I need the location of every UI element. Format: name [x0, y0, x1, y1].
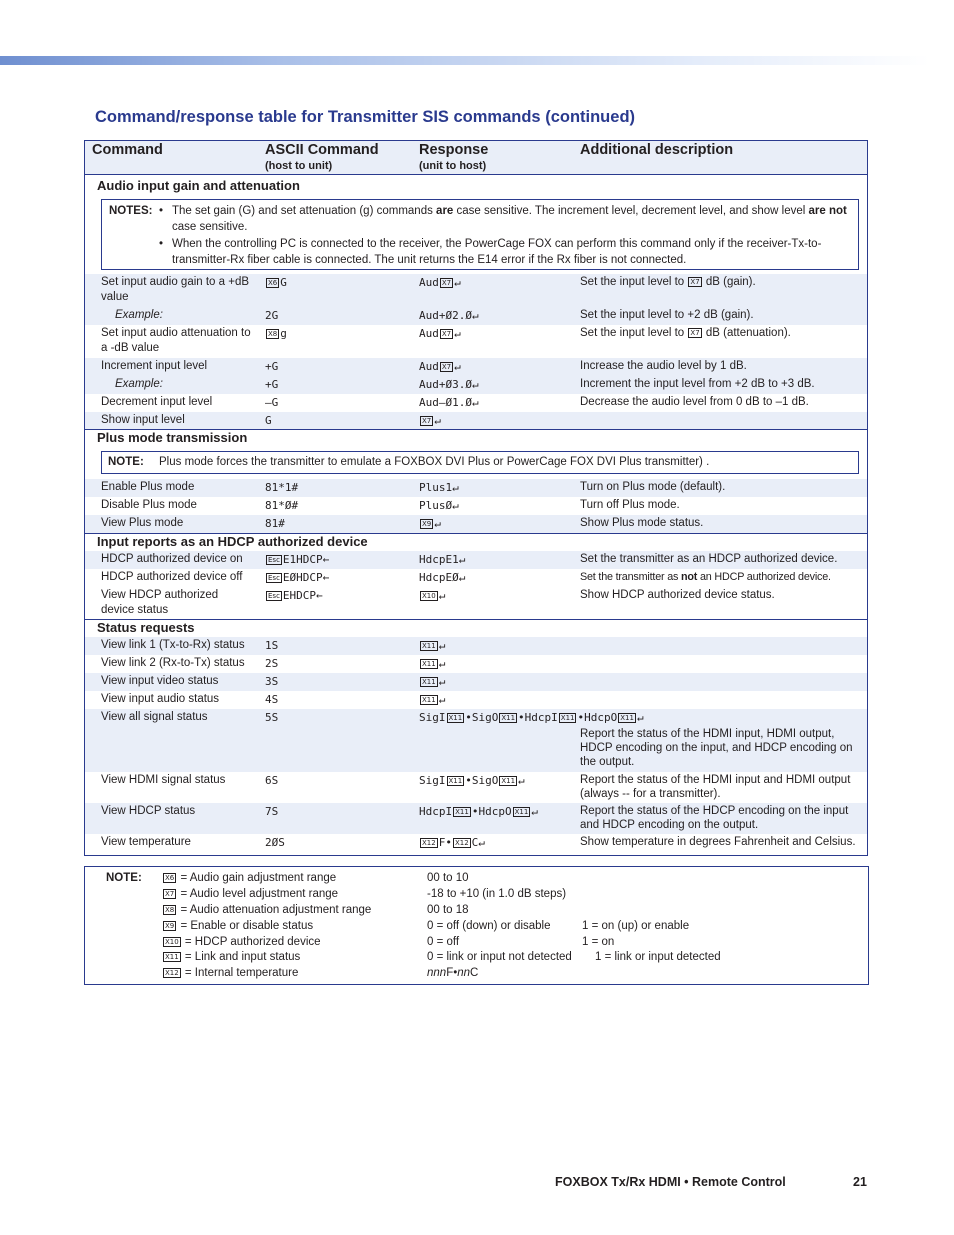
col-ascii: ASCII Command [265, 142, 379, 158]
left-arrow-icon: ← [322, 571, 330, 584]
section-heading-hdcp: Input reports as an HDCP authorized device [97, 534, 368, 549]
table-row: View all signal status 5S SigI X11 •SigO X11 •HdcpI X11 •HdcpO X11 ↵ Report the status of the HDMI input, HDMI output, HDCP encoding on the input, and HDCP encoding on the output. [85, 709, 867, 772]
enter-icon: ↵ [438, 589, 446, 602]
x11-variable-icon: X11 [422, 696, 436, 704]
x7-variable-icon: X7 [441, 330, 452, 338]
list-item: X12 = Internal temperature [165, 967, 299, 979]
x7-variable-icon: X7 [441, 363, 452, 371]
esc-key-icon: Esc [268, 556, 280, 564]
esc-key-icon: Esc [268, 592, 280, 600]
x10-variable-icon: X10 [165, 938, 179, 946]
left-arrow-icon: ← [322, 553, 330, 566]
enter-icon: ↵ [434, 517, 441, 530]
x11-variable-icon: X11 [455, 808, 469, 816]
top-gradient-bar [0, 56, 930, 65]
x11-variable-icon: X11 [165, 953, 179, 961]
bullet-1: • [159, 205, 164, 217]
x12-variable-icon: X12 [165, 969, 179, 977]
x7-variable-icon: X7 [165, 890, 175, 898]
table-row: HDCP authorized device on Esc E1HDCP← HdcpE1↵ Set the transmitter as an HDCP authorized device. [85, 551, 867, 569]
x9-variable-icon: X9 [422, 520, 432, 528]
page-number: 21 [853, 1175, 867, 1189]
list-item: X6 = Audio gain adjustment range [165, 872, 337, 884]
x6-variable-icon: X6 [165, 874, 175, 882]
table-row: Example: +G Aud+Ø3.Ø↵ Increment the input level from +2 dB to +3 dB. [85, 376, 867, 394]
x11-variable-icon: X11 [501, 777, 516, 785]
note-1: The set gain (G) and set attenuation (g) commands are case sensitive. The increment level, decrement level, and show level are not case sensitive. [172, 205, 847, 233]
col-description: Additional description [580, 142, 734, 158]
enter-icon: ↵ [452, 481, 459, 494]
enter-icon: ↵ [454, 276, 461, 289]
x11-variable-icon: X11 [422, 678, 436, 686]
table-row: View HDMI signal status 6S SigI X11 •SigO X11 ↵ Report the status of the HDMI input and HDMI output (always -- for a transmitter). [101, 774, 851, 800]
list-item: X11 = Link and input status [165, 951, 301, 963]
enter-icon: ↵ [434, 414, 441, 427]
table-row: Set input audio attenuation to a -dB value X8 g Aud X7 ↵ Set the input level to X7 dB (attenuation). [101, 327, 791, 354]
table-row: View input video status 3S X11 ↵ [85, 673, 867, 691]
x11-variable-icon: X11 [620, 714, 634, 722]
enter-icon: ↵ [438, 675, 446, 688]
enter-icon: ↵ [471, 396, 479, 409]
table-row: View temperature 2ØS X12 F• X12 C↵ Show temperature in degrees Fahrenheit and Celsius. [101, 836, 856, 849]
table-row: Example: 2G Aud+Ø2.Ø↵ Set the input level to +2 dB (gain). [85, 307, 867, 325]
table-row: Decrement input level –G Aud–Ø1.Ø↵ Decrease the audio level from 0 dB to –1 dB. [101, 396, 809, 409]
x6-variable-icon: X6 [268, 279, 278, 287]
audio-notes-box [101, 199, 859, 270]
table-row: Enable Plus mode 81*1# Plus1↵ Turn on Plus mode (default). [85, 479, 867, 497]
table-row: View link 2 (Rx-to-Tx) status 2S X11 ↵ [101, 657, 446, 670]
enter-icon: ↵ [438, 657, 446, 670]
command-table [84, 140, 868, 856]
list-item: X10 = HDCP authorized device [165, 936, 321, 948]
x11-variable-icon: X11 [422, 642, 436, 650]
section-heading-status: Status requests [97, 620, 195, 635]
section-heading-plus: Plus mode transmission [97, 430, 248, 445]
x9-variable-icon: X9 [165, 922, 175, 930]
esc-key-icon: Esc [268, 574, 280, 582]
section-heading-audio: Audio input gain and attenuation [97, 178, 300, 193]
x11-variable-icon: X11 [448, 714, 463, 722]
x7-variable-icon: X7 [690, 329, 700, 337]
note-2: When the controlling PC is connected to the receiver, the PowerCage FOX can perform this command only if the receiver-Tx-to-transmitter-Rx fiber cable is connected. The unit returns the E14 error if the Rx fiber is not connected. [172, 238, 822, 266]
table-row: Show input level G X7 ↵ [85, 412, 867, 430]
x11-variable-icon: X11 [560, 714, 575, 722]
left-arrow-icon: ← [316, 589, 323, 602]
table-row: View input audio status 4S X11 ↵ [101, 693, 446, 706]
page-title: Command/response table for Transmitter SIS commands (continued) [95, 108, 636, 126]
col-response-sub: (unit to host) [419, 160, 487, 172]
enter-icon: ↵ [636, 711, 644, 724]
col-command: Command [92, 142, 163, 158]
x7-variable-icon: X7 [441, 279, 452, 287]
x7-variable-icon: X7 [422, 417, 432, 425]
enter-icon: ↵ [438, 639, 446, 652]
table-row: Set input audio gain to a +dB value X6 G Aud X7 ↵ Set the input level to X7 dB (gain). [85, 274, 867, 307]
x12-variable-icon: X12 [422, 839, 436, 847]
table-row: View link 1 (Tx-to-Rx) status 1S X11 ↵ [85, 637, 867, 655]
table-row: View Plus mode 81# X9 ↵ Show Plus mode status. [85, 515, 867, 533]
x8-variable-icon: X8 [165, 906, 175, 914]
enter-icon: ↵ [458, 571, 466, 584]
enter-icon: ↵ [454, 360, 461, 373]
col-response: Response [419, 142, 489, 158]
enter-icon: ↵ [454, 327, 461, 340]
table-row: Disable Plus mode 81*Ø# PlusØ↵ Turn off Plus mode. [101, 499, 680, 512]
x8-variable-icon: X8 [268, 330, 278, 338]
enter-icon: ↵ [471, 309, 479, 322]
enter-icon: ↵ [452, 499, 459, 512]
section-divider [85, 619, 867, 620]
footer-doc-title: FOXBOX Tx/Rx HDMI • Remote Control [555, 1175, 786, 1189]
table-row: Increment input level +G Aud X7 ↵ Increase the audio level by 1 dB. [85, 358, 867, 376]
enter-icon: ↵ [438, 693, 446, 706]
x10-variable-icon: X10 [422, 592, 436, 600]
table-row: HDCP authorized device off Esc EØHDCP← HdcpEØ↵ Set the transmitter as not an HDCP authorized device. [101, 571, 831, 584]
bullet-2: • [159, 238, 164, 250]
variables-note-box: NOTE: X6 = Audio gain adjustment range 00 to 10 X7 = Audio level adjustment range -18 to +10 (in 1.0 dB steps) X8 = Audio attenuation adjustment range 00 to 18 X9 = Enable or disable status 0 = off (down) or disable 1 = on (up) or enable X10 = HDCP authorized device 0 = off 1 = on X11 = Link and input status 0 = link or input not detected 1 = link or input detected X12 = Internal temperature nnnF•nnC [84, 866, 869, 985]
list-item: X7 = Audio level adjustment range [165, 888, 339, 900]
x11-variable-icon: X11 [501, 714, 516, 722]
table-header [85, 141, 867, 175]
enter-icon: ↵ [458, 553, 466, 566]
x12-variable-icon: X12 [454, 839, 469, 847]
x11-variable-icon: X11 [422, 660, 436, 668]
notes-label: NOTES: [109, 205, 153, 217]
x7-variable-icon: X7 [690, 278, 700, 286]
enter-icon: ↵ [518, 774, 525, 787]
enter-icon: ↵ [471, 378, 479, 391]
x11-variable-icon: X11 [448, 777, 463, 785]
x11-variable-icon: X11 [514, 808, 529, 816]
list-item: X8 = Audio attenuation adjustment range [165, 904, 372, 916]
enter-icon: ↵ [531, 805, 538, 818]
enter-icon: ↵ [478, 836, 485, 849]
col-ascii-sub: (host to unit) [265, 160, 333, 172]
table-row: View HDCP status 7S HdcpI X11 •HdcpO X11 ↵ Report the status of the HDCP encoding on the input and HDCP encoding on the output. [85, 803, 867, 834]
list-item: X9 = Enable or disable status [165, 920, 314, 932]
table-row: View HDCP authorized device status Esc EHDCP← X10 ↵ Show HDCP authorized device status. [101, 589, 775, 616]
plus-note-box: NOTE: Plus mode forces the transmitter to emulate a FOXBOX DVI Plus or PowerCage FOX DVI Plus transmitter) . [101, 451, 859, 474]
